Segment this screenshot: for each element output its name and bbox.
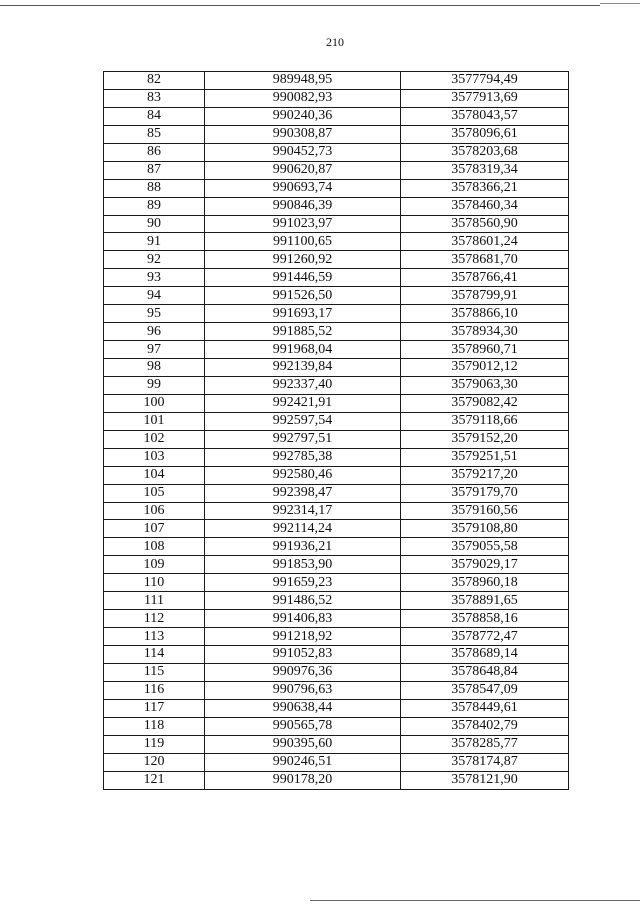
top-rule <box>0 5 600 6</box>
point-number-cell: 121 <box>104 771 205 789</box>
point-number-cell: 82 <box>104 72 205 90</box>
table-row <box>104 538 569 556</box>
table-row <box>104 287 569 305</box>
table-row <box>104 466 569 484</box>
point-number-cell: 83 <box>104 89 205 107</box>
page-number: 210 <box>326 35 344 49</box>
table-row <box>104 699 569 717</box>
y-coordinate-cell: 3578934,30 <box>401 323 569 341</box>
y-coordinate-cell: 3578960,71 <box>401 341 569 359</box>
point-number-cell: 85 <box>104 125 205 143</box>
point-number-cell: 84 <box>104 107 205 125</box>
point-number-cell: 89 <box>104 197 205 215</box>
table-row <box>104 376 569 394</box>
y-coordinate-cell: 3578866,10 <box>401 305 569 323</box>
table-row <box>104 628 569 646</box>
table-row <box>104 610 569 628</box>
y-coordinate-cell: 3579179,70 <box>401 484 569 502</box>
x-coordinate-cell: 991885,52 <box>205 323 401 341</box>
y-coordinate-cell: 3579012,12 <box>401 359 569 377</box>
table-row <box>104 72 569 90</box>
table-row <box>104 448 569 466</box>
point-number-cell: 109 <box>104 556 205 574</box>
y-coordinate-cell: 3579108,80 <box>401 520 569 538</box>
table-row <box>104 502 569 520</box>
x-coordinate-cell: 992139,84 <box>205 359 401 377</box>
y-coordinate-cell: 3578960,18 <box>401 574 569 592</box>
x-coordinate-cell: 989948,95 <box>205 72 401 90</box>
x-coordinate-cell: 990246,51 <box>205 753 401 771</box>
point-number-cell: 108 <box>104 538 205 556</box>
y-coordinate-cell: 3579063,30 <box>401 376 569 394</box>
point-number-cell: 105 <box>104 484 205 502</box>
y-coordinate-cell: 3579118,66 <box>401 412 569 430</box>
bottom-rule <box>310 900 640 901</box>
x-coordinate-cell: 991486,52 <box>205 592 401 610</box>
x-coordinate-cell: 990638,44 <box>205 699 401 717</box>
y-coordinate-cell: 3578319,34 <box>401 161 569 179</box>
x-coordinate-cell: 990395,60 <box>205 735 401 753</box>
x-coordinate-cell: 991218,92 <box>205 628 401 646</box>
point-number-cell: 92 <box>104 251 205 269</box>
point-number-cell: 93 <box>104 269 205 287</box>
y-coordinate-cell: 3578174,87 <box>401 753 569 771</box>
x-coordinate-cell: 992785,38 <box>205 448 401 466</box>
table-row <box>104 592 569 610</box>
y-coordinate-cell: 3579160,56 <box>401 502 569 520</box>
y-coordinate-cell: 3578366,21 <box>401 179 569 197</box>
point-number-cell: 118 <box>104 717 205 735</box>
point-number-cell: 97 <box>104 341 205 359</box>
table-row <box>104 125 569 143</box>
point-number-cell: 113 <box>104 628 205 646</box>
y-coordinate-cell: 3578285,77 <box>401 735 569 753</box>
x-coordinate-cell: 990976,36 <box>205 663 401 681</box>
point-number-cell: 106 <box>104 502 205 520</box>
table-row <box>104 323 569 341</box>
table-row <box>104 574 569 592</box>
table-row <box>104 430 569 448</box>
point-number-cell: 90 <box>104 215 205 233</box>
point-number-cell: 111 <box>104 592 205 610</box>
x-coordinate-cell: 991052,83 <box>205 646 401 664</box>
y-coordinate-cell: 3578689,14 <box>401 646 569 664</box>
point-number-cell: 102 <box>104 430 205 448</box>
x-coordinate-cell: 990693,74 <box>205 179 401 197</box>
coordinates-table <box>103 71 569 790</box>
y-coordinate-cell: 3578891,65 <box>401 592 569 610</box>
point-number-cell: 98 <box>104 359 205 377</box>
point-number-cell: 94 <box>104 287 205 305</box>
x-coordinate-cell: 990620,87 <box>205 161 401 179</box>
x-coordinate-cell: 992580,46 <box>205 466 401 484</box>
y-coordinate-cell: 3578681,70 <box>401 251 569 269</box>
x-coordinate-cell: 991100,65 <box>205 233 401 251</box>
point-number-cell: 104 <box>104 466 205 484</box>
x-coordinate-cell: 990082,93 <box>205 89 401 107</box>
x-coordinate-cell: 990846,39 <box>205 197 401 215</box>
coordinates-table-body <box>104 72 569 790</box>
y-coordinate-cell: 3578858,16 <box>401 610 569 628</box>
y-coordinate-cell: 3578772,47 <box>401 628 569 646</box>
table-row <box>104 556 569 574</box>
point-number-cell: 107 <box>104 520 205 538</box>
y-coordinate-cell: 3578043,57 <box>401 107 569 125</box>
y-coordinate-cell: 3578766,41 <box>401 269 569 287</box>
x-coordinate-cell: 991406,83 <box>205 610 401 628</box>
table-row <box>104 359 569 377</box>
point-number-cell: 99 <box>104 376 205 394</box>
x-coordinate-cell: 991260,92 <box>205 251 401 269</box>
point-number-cell: 86 <box>104 143 205 161</box>
table-row <box>104 215 569 233</box>
table-row <box>104 771 569 789</box>
x-coordinate-cell: 992421,91 <box>205 394 401 412</box>
x-coordinate-cell: 991526,50 <box>205 287 401 305</box>
table-row <box>104 251 569 269</box>
x-coordinate-cell: 991446,59 <box>205 269 401 287</box>
x-coordinate-cell: 991023,97 <box>205 215 401 233</box>
table-row <box>104 89 569 107</box>
x-coordinate-cell: 991693,17 <box>205 305 401 323</box>
point-number-cell: 101 <box>104 412 205 430</box>
y-coordinate-cell: 3579055,58 <box>401 538 569 556</box>
y-coordinate-cell: 3577794,49 <box>401 72 569 90</box>
table-row <box>104 107 569 125</box>
x-coordinate-cell: 992597,54 <box>205 412 401 430</box>
y-coordinate-cell: 3577913,69 <box>401 89 569 107</box>
table-row <box>104 269 569 287</box>
x-coordinate-cell: 992797,51 <box>205 430 401 448</box>
point-number-cell: 117 <box>104 699 205 717</box>
top-rule-right <box>600 3 640 4</box>
x-coordinate-cell: 990178,20 <box>205 771 401 789</box>
point-number-cell: 100 <box>104 394 205 412</box>
x-coordinate-cell: 990308,87 <box>205 125 401 143</box>
x-coordinate-cell: 990796,63 <box>205 681 401 699</box>
table-row <box>104 161 569 179</box>
table-row <box>104 484 569 502</box>
y-coordinate-cell: 3578560,90 <box>401 215 569 233</box>
y-coordinate-cell: 3579029,17 <box>401 556 569 574</box>
table-row <box>104 717 569 735</box>
point-number-cell: 112 <box>104 610 205 628</box>
x-coordinate-cell: 991659,23 <box>205 574 401 592</box>
table-row <box>104 179 569 197</box>
x-coordinate-cell: 990452,73 <box>205 143 401 161</box>
table-row <box>104 412 569 430</box>
y-coordinate-cell: 3578449,61 <box>401 699 569 717</box>
point-number-cell: 115 <box>104 663 205 681</box>
point-number-cell: 110 <box>104 574 205 592</box>
point-number-cell: 96 <box>104 323 205 341</box>
table-row <box>104 394 569 412</box>
point-number-cell: 91 <box>104 233 205 251</box>
y-coordinate-cell: 3579152,20 <box>401 430 569 448</box>
table-row <box>104 341 569 359</box>
x-coordinate-cell: 990565,78 <box>205 717 401 735</box>
x-coordinate-cell: 992114,24 <box>205 520 401 538</box>
table-row <box>104 735 569 753</box>
table-row <box>104 646 569 664</box>
point-number-cell: 95 <box>104 305 205 323</box>
point-number-cell: 103 <box>104 448 205 466</box>
point-number-cell: 87 <box>104 161 205 179</box>
y-coordinate-cell: 3578121,90 <box>401 771 569 789</box>
point-number-cell: 114 <box>104 646 205 664</box>
y-coordinate-cell: 3578799,91 <box>401 287 569 305</box>
y-coordinate-cell: 3578096,61 <box>401 125 569 143</box>
point-number-cell: 88 <box>104 179 205 197</box>
table-row <box>104 681 569 699</box>
table-row <box>104 753 569 771</box>
y-coordinate-cell: 3578601,24 <box>401 233 569 251</box>
y-coordinate-cell: 3579082,42 <box>401 394 569 412</box>
x-coordinate-cell: 991853,90 <box>205 556 401 574</box>
table-row <box>104 233 569 251</box>
y-coordinate-cell: 3578402,79 <box>401 717 569 735</box>
x-coordinate-cell: 990240,36 <box>205 107 401 125</box>
table-row <box>104 197 569 215</box>
table-row <box>104 305 569 323</box>
y-coordinate-cell: 3579217,20 <box>401 466 569 484</box>
y-coordinate-cell: 3578460,34 <box>401 197 569 215</box>
point-number-cell: 116 <box>104 681 205 699</box>
point-number-cell: 119 <box>104 735 205 753</box>
table-row <box>104 143 569 161</box>
x-coordinate-cell: 991968,04 <box>205 341 401 359</box>
y-coordinate-cell: 3579251,51 <box>401 448 569 466</box>
y-coordinate-cell: 3578648,84 <box>401 663 569 681</box>
y-coordinate-cell: 3578547,09 <box>401 681 569 699</box>
x-coordinate-cell: 992398,47 <box>205 484 401 502</box>
x-coordinate-cell: 991936,21 <box>205 538 401 556</box>
point-number-cell: 120 <box>104 753 205 771</box>
table-row <box>104 663 569 681</box>
table-row <box>104 520 569 538</box>
x-coordinate-cell: 992314,17 <box>205 502 401 520</box>
x-coordinate-cell: 992337,40 <box>205 376 401 394</box>
y-coordinate-cell: 3578203,68 <box>401 143 569 161</box>
